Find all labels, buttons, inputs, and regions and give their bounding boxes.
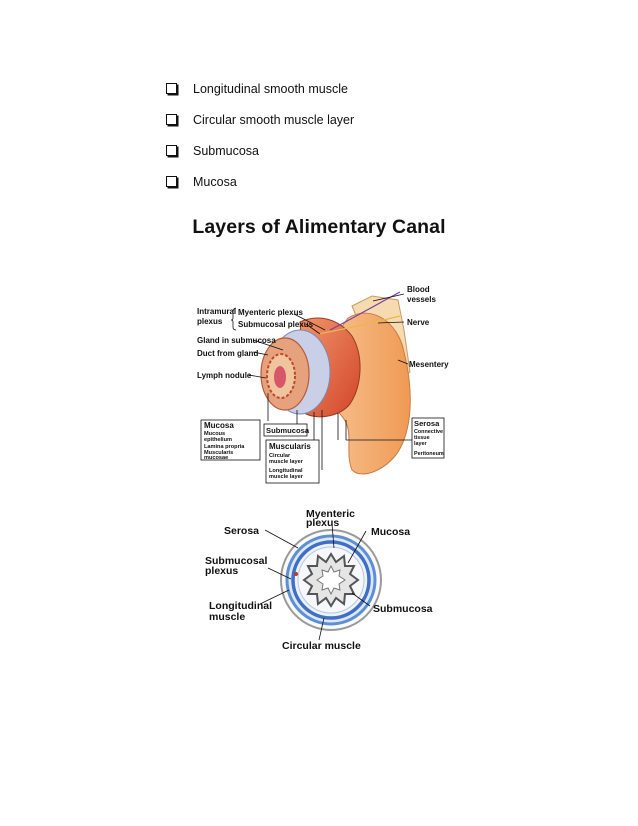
mucosa-box-item: mucosae — [204, 455, 229, 461]
list-item: Mucosa — [166, 166, 354, 197]
label-nerve: Nerve — [407, 318, 430, 327]
list-item: Circular smooth muscle layer — [166, 104, 354, 135]
label-gland-in-submucosa: Gland in submucosa — [197, 336, 276, 345]
label-submucosal-plexus: Submucosal — [205, 555, 268, 567]
mucosa-box-item: Lamina propria — [204, 444, 245, 450]
label-circular-muscle: Circular muscle — [282, 640, 361, 652]
submucosa-box-title: Submucosa — [266, 426, 310, 435]
page-title: Layers of Alimentary Canal — [192, 216, 446, 238]
label-intramural-plexus-2: plexus — [197, 317, 223, 326]
list-item: Longitudinal smooth muscle — [166, 73, 354, 104]
label-duct-from-gland: Duct from gland — [197, 349, 259, 358]
serosa-box-item: Connective — [414, 429, 444, 435]
label-submucosa: Submucosa — [373, 603, 433, 615]
serosa-box-item: Peritoneum — [414, 451, 444, 457]
label-intramural-plexus: Intramural — [197, 307, 237, 316]
mucosa-box-item: Muscularis — [204, 450, 234, 456]
label-serosa: Serosa — [224, 525, 260, 537]
plexus-dot — [294, 572, 298, 576]
mucosa-box-item: epithelium — [204, 437, 232, 443]
label-blood-vessels: Blood — [407, 285, 430, 294]
cross-section-illustration — [281, 530, 381, 630]
label-myenteric-plexus: Myenteric — [306, 508, 356, 520]
muscularis-box-title: Muscularis — [269, 442, 311, 451]
lumen — [274, 366, 286, 388]
list-item: Submucosa — [166, 135, 354, 166]
muscularis-box-item: Circular — [269, 453, 291, 459]
muscularis-box-item: Longitudinal — [269, 468, 303, 474]
label-myenteric-plexus-2: plexus — [306, 517, 340, 529]
label-mesentery: Mesentery — [409, 360, 449, 369]
label-lymph-nodule: Lymph nodule — [197, 371, 252, 380]
label-mucosa: Mucosa — [371, 526, 411, 538]
muscularis-box-item: muscle layer — [269, 474, 303, 480]
label-longitudinal-muscle: Longitudinal — [209, 600, 272, 612]
serosa-box-item: layer — [414, 441, 427, 447]
label-longitudinal-muscle-2: muscle — [209, 611, 246, 623]
label-blood-vessels-2: vessels — [407, 295, 436, 304]
label-submucosal-plexus: Submucosal plexus — [238, 320, 314, 329]
serosa-box-item: tissue — [414, 435, 430, 441]
label-myenteric-plexus: Myenteric plexus — [238, 308, 303, 317]
mucosa-box-item: Mucous — [204, 431, 226, 437]
label-submucosal-plexus-2: plexus — [205, 565, 239, 577]
mucosa-box-title: Mucosa — [204, 421, 234, 430]
muscularis-box-item: muscle layer — [269, 459, 303, 465]
serosa-box-title: Serosa — [414, 419, 440, 428]
